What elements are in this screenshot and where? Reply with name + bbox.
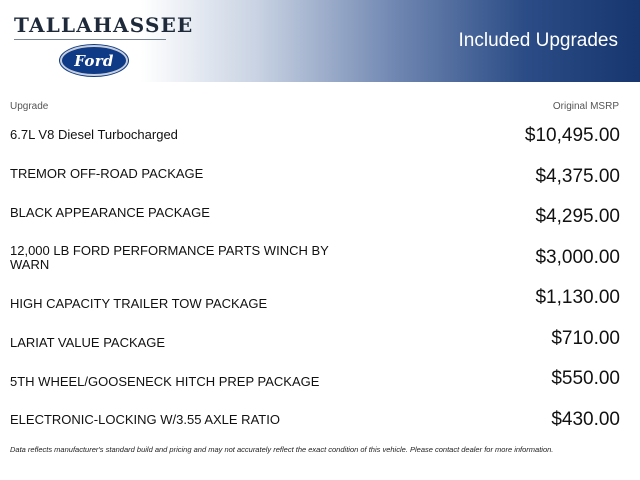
- upgrade-price: $550.00: [551, 368, 620, 389]
- upgrade-price: $3,000.00: [535, 247, 620, 268]
- ford-logo-icon: [60, 45, 128, 76]
- column-header-upgrade: Upgrade: [10, 101, 49, 112]
- disclaimer-text: Data reflects manufacturer's standard build and pricing and may not accurately reflect the exact condition of this vehicle. Please contact dealer for more information.: [10, 445, 554, 454]
- upgrade-name: LARIAT VALUE PACKAGE: [10, 335, 166, 350]
- upgrade-name: TREMOR OFF-ROAD PACKAGE: [10, 166, 204, 181]
- upgrade-name: BLACK APPEARANCE PACKAGE: [10, 205, 210, 220]
- upgrade-name: HIGH CAPACITY TRAILER TOW PACKAGE: [10, 296, 268, 311]
- upgrade-price: $10,495.00: [524, 125, 620, 146]
- upgrade-name: ELECTRONIC-LOCKING W/3.55 AXLE RATIO: [10, 412, 280, 427]
- upgrade-price: $430.00: [551, 409, 620, 430]
- header-banner: [0, 0, 640, 82]
- upgrade-name: 5TH WHEEL/GOOSENECK HITCH PREP PACKAGE: [10, 374, 320, 389]
- ford-logo-text: Ford: [74, 51, 114, 70]
- upgrade-price: $1,130.00: [535, 287, 620, 308]
- page-title: Included Upgrades: [458, 30, 618, 51]
- upgrade-name: 12,000 LB FORD PERFORMANCE PARTS WINCH BY WARN: [10, 243, 329, 272]
- upgrade-price: $4,295.00: [535, 206, 620, 227]
- dealer-name: TALLAHASSEE: [14, 13, 194, 37]
- upgrade-name: 6.7L V8 Diesel Turbocharged: [10, 127, 178, 142]
- dealer-divider: [14, 39, 166, 40]
- upgrade-price: $710.00: [551, 328, 620, 349]
- upgrade-price: $4,375.00: [535, 166, 620, 187]
- column-header-msrp: Original MSRP: [552, 101, 619, 112]
